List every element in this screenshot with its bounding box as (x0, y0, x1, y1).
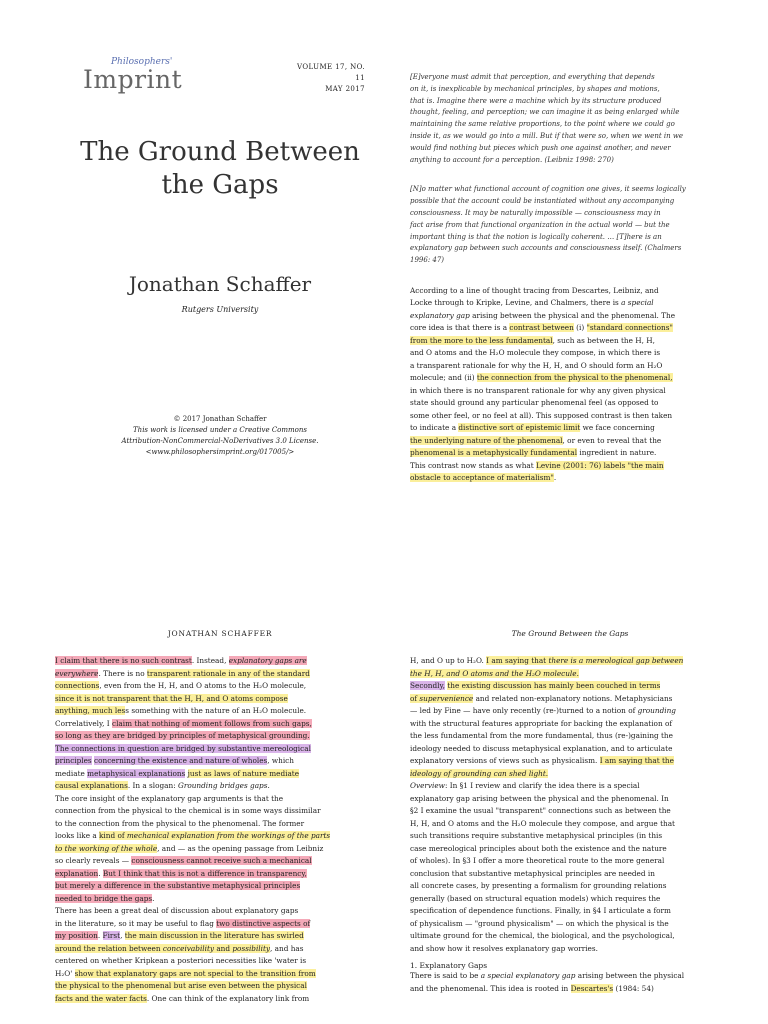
text-line (55, 980, 385, 993)
text-line (55, 730, 385, 743)
epigraph-chalmers (410, 184, 730, 267)
text-line (410, 780, 730, 793)
text-span: (1984: 54) (613, 983, 654, 993)
text-line (410, 930, 730, 943)
text-line (55, 655, 385, 668)
highlighted-text: my position (55, 931, 98, 940)
text-line (410, 322, 730, 335)
text-line (410, 730, 730, 743)
highlighted-text: distinctive sort of epistemic limit (458, 423, 581, 433)
highlighted-text: anything, much les (55, 706, 126, 715)
text-span: , and has (270, 943, 304, 953)
intro-paragraph (410, 285, 730, 485)
highlighted-text: But I think that this is not a difference in transparency, (102, 868, 307, 878)
text-line (410, 768, 730, 781)
running-head-title: The Ground Between the Gaps (511, 629, 629, 638)
highlighted-text: just as laws of nature mediate (187, 768, 300, 778)
text-span: ideology needed to discuss metaphysical explanation, and to articulate (410, 743, 673, 753)
text-span: , such as between the H, H, (552, 335, 655, 345)
text-span: arising between the physical (575, 971, 685, 980)
volume-number: VOLUME 17, NO. 11 (297, 63, 365, 82)
text-line (410, 472, 730, 485)
highlighted-text: transparent rationale in any of the standard (146, 668, 310, 678)
text-span: . In a slogan: (127, 781, 179, 790)
text-line (410, 793, 730, 806)
text-line (55, 718, 385, 731)
highlighted-text: ideology of grounding can shed light (410, 768, 546, 778)
author-affiliation: Rutgers University (181, 305, 259, 314)
highlighted-text: supervenience (419, 693, 474, 703)
highlighted-text: from the more to the less fundamental (410, 335, 553, 345)
running-head-author: JONATHAN SCHAFFER (167, 629, 273, 638)
text-line: important thing is that the notion is logically coherent. … [T]here is an (410, 232, 662, 241)
license-url[interactable]: <www.philosophersimprint.org/017005/> (145, 448, 295, 456)
highlighted-text: I am saying that (486, 656, 549, 665)
text-line (410, 855, 730, 868)
text-span: Overview (410, 781, 445, 790)
text-line (410, 805, 730, 818)
highlighted-text: so long as they are bridged by principles of metaphysical grounding. (55, 731, 310, 740)
text-line (55, 955, 385, 968)
text-line (55, 680, 385, 693)
logo-big-text: Imprint (83, 65, 183, 94)
highlighted-text: Descartes's (570, 983, 614, 993)
text-line (410, 422, 730, 435)
text-line (410, 347, 730, 360)
text-span: such transitions require substantive metaphysical principles (in this (410, 831, 663, 840)
highlighted-text: causal explanations (55, 781, 128, 790)
text-line (410, 435, 730, 448)
text-line (410, 297, 730, 310)
highlighted-text: phenomenal is a metaphysically fundamental (410, 448, 578, 458)
text-line (55, 805, 385, 818)
text-span: in the literature, so it may be useful to flag (55, 918, 217, 928)
text-span: mediate (55, 768, 88, 778)
title-line-1: The Ground Between (80, 137, 360, 167)
highlighted-text: mechanical explanation from the workings of the parts (126, 831, 331, 840)
section-text (410, 970, 730, 995)
text-line (55, 843, 385, 856)
text-line (410, 943, 730, 956)
highlighted-text: First (102, 931, 121, 940)
text-span: in which there is no transparent rationale for why any given physical (410, 385, 666, 395)
highlighted-text: the H, H, and O atoms and the H₂O molecule (410, 668, 577, 678)
section-heading: 1. Explanatory Gaps (410, 961, 488, 970)
text-line (410, 410, 730, 423)
copyright-line: © 2017 Jonathan Schaffer (173, 415, 267, 423)
highlighted-text: Secondly, (410, 681, 445, 690)
text-line (55, 880, 385, 893)
license-line: Attribution-NonCommercial-NoDerivatives 3.0 License. (121, 437, 319, 445)
highlighted-text: needed to bridge the gaps (55, 893, 153, 903)
text-span: to indicate a (410, 423, 459, 433)
text-line (55, 993, 385, 1006)
text-span: conclusion that substantive metaphysical principles are needed in (410, 868, 655, 878)
text-line (55, 868, 385, 881)
text-line (410, 755, 730, 768)
text-span: we face concerning (580, 423, 655, 433)
text-line (55, 780, 385, 793)
text-span: case mereological principles about both the existence and the nature (410, 843, 667, 853)
text-line (410, 905, 730, 918)
text-span: , (120, 931, 125, 940)
text-line: possible that the account could be instantiated without any accompanying (410, 197, 675, 206)
highlighted-text: metaphysical explanations (87, 768, 186, 778)
text-span: to the connection from the physical to the phenomenal. The former (55, 818, 305, 828)
highlighted-text: explanation (55, 868, 99, 878)
text-span: . (553, 473, 557, 483)
text-span: grounding (637, 706, 676, 715)
highlighted-text: concerning the existence and nature of wholes (94, 756, 268, 765)
highlighted-text: "standard connections" (586, 323, 673, 333)
issue-date: MAY 2017 (325, 85, 365, 93)
text-line (55, 968, 385, 981)
text-span: According to a line of thought tracing from Descartes, Leibniz, and (410, 285, 659, 295)
highlighted-text: to the working of the whole (55, 843, 158, 853)
paper-title (55, 136, 385, 202)
text-line (55, 705, 385, 718)
text-span: ultimate ground for the chemical, the biological, and the psychological, (410, 931, 675, 940)
text-span: The core insight of the explanatory gap arguments is that the (55, 793, 284, 803)
text-span: : In §1 I review and clarify the idea there is a special (444, 781, 640, 790)
text-span: some other feel, or no feel at all). This supposed contrast is then taken (410, 410, 673, 420)
text-line (410, 360, 730, 373)
highlighted-text: but merely a difference in the substantive metaphysical principles (55, 881, 301, 890)
highlighted-text: everywhere (55, 668, 99, 678)
text-line (410, 970, 730, 983)
abstract-column (410, 72, 730, 485)
text-line (55, 768, 385, 781)
text-span: There is said to be (410, 971, 481, 980)
text-span: . (98, 868, 103, 878)
text-span: H, H, and O atoms and the H₂O molecule they compose, and argue that (410, 818, 675, 828)
text-span: explanatory versions of views such as physicalism. (410, 756, 600, 765)
highlighted-text: the existing discussion has mainly been couched in terms (447, 681, 661, 690)
highlighted-text: since it is not transparent that the H, H, and O atoms compose (55, 693, 288, 703)
text-span: connection from the physical to the chemical is in some ways dissimilar (55, 806, 321, 815)
text-span: , or even to reveal that the (562, 435, 662, 445)
text-span: of physicalism — "ground physicalism" — on which the physical is the (410, 918, 669, 928)
text-line (410, 893, 730, 906)
page-two (0, 512, 768, 1024)
highlighted-text: the main discussion in the literature has swirled (124, 931, 304, 940)
text-line (410, 693, 730, 706)
text-span: . (97, 931, 103, 940)
text-span: s something with the nature of an H₂O molecule. (125, 706, 307, 715)
text-span: all concrete cases, by presenting a formalism for grounding relations (410, 881, 667, 890)
highlighted-text: the connection from the physical to the phenomenal, (476, 373, 673, 383)
text-span: — led by Fine — have only recently (re-)turned to a notion of (410, 706, 638, 715)
text-span: . Instead, (191, 656, 229, 665)
text-span: explanatory gap (410, 310, 470, 320)
text-span: with the structural features appropriate for backing the explanation of (410, 718, 673, 728)
text-line: explanatory gap between such accounts and consciousness itself. (Chalmers (410, 244, 682, 253)
text-line (55, 930, 385, 943)
text-line (55, 893, 385, 906)
text-span: . (152, 893, 155, 903)
text-line: inside it, as we would go into a mill. But if that were so, when we went in we (410, 131, 683, 140)
text-line: fact arise from that functional organization in the actual world — but the (410, 220, 670, 229)
text-line (55, 918, 385, 931)
text-line (410, 983, 730, 996)
text-line (55, 793, 385, 806)
highlighted-text: explanatory gaps are (228, 656, 307, 665)
text-line: [N]o matter what functional account of cognition one gives, it seems logically (410, 185, 686, 194)
text-span: Locke through to Kripke, Levine, and Chalmers, there is (410, 298, 622, 308)
text-span: core idea is that there is a (410, 323, 510, 333)
highlighted-text: of (410, 693, 420, 703)
text-span: arising between the physical and the phenomenal. The (469, 310, 676, 320)
text-line (410, 918, 730, 931)
text-line (410, 743, 730, 756)
text-span: centered on whether Kripkean a posteriori necessities like 'water is (55, 956, 307, 965)
text-span: a special explanatory gap (480, 971, 576, 980)
text-line (410, 843, 730, 856)
text-span: state should ground any particular phenomenal feel (as opposed to (410, 398, 659, 408)
highlighted-text: obstacle to acceptance of materialism" (410, 473, 554, 483)
highlighted-text: consciousness cannot receive such a mechanical (131, 856, 312, 865)
text-span: . One can think of the explanatory link from (146, 993, 310, 1003)
text-span: H₂O' (55, 968, 75, 978)
text-line (55, 855, 385, 868)
license-block (55, 414, 385, 458)
text-span: ingredient in nature. (577, 448, 657, 458)
text-span: There has been a great deal of discussion about explanatory gaps (55, 906, 299, 915)
highlighted-text: around the relation between (55, 943, 163, 953)
highlighted-text: Levine (2001: 76) labels "the main (536, 460, 664, 470)
highlighted-text: . (545, 768, 549, 778)
text-span: and O atoms and the H₂O molecule they compose, in which there is (410, 348, 661, 358)
logo-small-text: Philosophers' (111, 57, 173, 67)
text-span: Correlatively, I (55, 718, 112, 728)
page-two-left-column (55, 655, 385, 1005)
text-line (410, 372, 730, 385)
text-line: [E]veryone must admit that perception, and everything that depends (410, 73, 655, 81)
text-span: and show how it resolves explanatory gap worries. (410, 943, 598, 953)
text-line (410, 705, 730, 718)
text-line (55, 743, 385, 756)
text-span: §2 I examine the usual "transparent" connections such as between the (410, 806, 671, 815)
text-span: a special (621, 298, 654, 308)
text-span: , which (267, 756, 294, 765)
highlighted-text: the underlying nature of the phenomenal (410, 435, 563, 445)
text-line (410, 335, 730, 348)
highlighted-text: there is a mereological gap between (548, 656, 684, 665)
highlighted-text: . (576, 668, 579, 678)
text-span: H, and O up to H₂O. (410, 656, 487, 665)
text-span: the less fundamental from the more fundamental, thus (re-)gaining the (410, 731, 673, 740)
text-line (410, 818, 730, 831)
highlighted-text: conceivability (162, 943, 215, 953)
text-line: consciousness. It may be naturally impossible — consciousness may in (410, 208, 661, 217)
highlighted-text: claim that nothing of moment follows from such gaps, (112, 718, 312, 728)
text-line (55, 668, 385, 681)
text-line (55, 755, 385, 768)
text-line (410, 460, 730, 473)
text-line (410, 310, 730, 323)
text-line (410, 880, 730, 893)
text-span: of wholes). In §3 I offer a more theoretical route to the more general (410, 856, 665, 865)
text-span: This contrast now stands as what (410, 460, 536, 470)
text-line: that is. Imagine there were a machine which by its structure produced (410, 96, 662, 105)
page-two-right-column (410, 655, 730, 995)
highlighted-text: principles (55, 756, 92, 765)
text-line (55, 905, 385, 918)
text-span: and related non-explanatory notions. Metaphysicians (473, 693, 673, 703)
text-line (410, 868, 730, 881)
text-span: Grounding bridges gaps (178, 781, 268, 790)
highlighted-text: two distinctive aspects of (216, 918, 311, 928)
issue-info (287, 62, 365, 95)
highlighted-text: possibility (232, 943, 271, 953)
epigraph-leibniz (410, 72, 730, 166)
highlighted-text: I am saying that the (599, 756, 674, 765)
text-span: explanatory gap arising between the physical and the phenomenal. In (410, 793, 669, 803)
text-line: 1996: 47) (410, 256, 445, 265)
title-line-2: the Gaps (161, 170, 279, 200)
text-line (55, 943, 385, 956)
text-line (55, 818, 385, 831)
text-line (410, 655, 730, 668)
text-line (410, 680, 730, 693)
text-line: would find nothing but pieces which push one against another, and never (410, 143, 671, 152)
text-span: (i) (573, 323, 587, 333)
text-line (410, 385, 730, 398)
highlighted-text: The connections in question are bridged by substantive mereological (55, 743, 311, 753)
text-line (410, 668, 730, 681)
text-line (410, 285, 730, 298)
text-span: , even from the H, H, and O atoms to the H₂O molecule, (99, 681, 307, 690)
text-span: looks like a (55, 831, 100, 840)
highlighted-text: kind of (99, 831, 127, 840)
text-line (410, 830, 730, 843)
highlighted-text: facts and the water facts (55, 993, 147, 1003)
text-line: anything to account for a perception. (Leibniz 1998: 270) (410, 155, 614, 164)
highlighted-text: contrast between (509, 323, 574, 333)
text-span: so clearly reveals — (55, 856, 132, 865)
text-line (55, 693, 385, 706)
highlighted-text: the physical to the phenomenal but arise even between the physical (55, 981, 307, 990)
overview-text (410, 655, 730, 955)
highlighted-text: and (214, 943, 233, 953)
highlighted-text: connections (55, 681, 100, 690)
highlighted-text: I claim that there is no such contrast (55, 656, 192, 665)
text-span: . There is no (98, 668, 147, 678)
text-span: molecule; and (ii) (410, 373, 477, 383)
text-line (55, 830, 385, 843)
text-span: a transparent rationale for why the H, H, and O should form an H₂O (410, 360, 663, 370)
text-line (410, 397, 730, 410)
text-span: generally (based on structural equation models) which requires the (410, 893, 661, 903)
author-name: Jonathan Schaffer (128, 272, 312, 296)
text-line (410, 447, 730, 460)
text-line (410, 718, 730, 731)
text-span: . (267, 781, 270, 790)
text-span: , and — as the opening passage from Leibniz (157, 843, 324, 853)
text-line: on it, is inexplicable by mechanical principles, by shapes and motions, (410, 84, 660, 93)
text-span: and the phenomenal. This idea is rooted in (410, 983, 571, 993)
text-span: specification of dependence functions. Finally, in §4 I articulate a form (410, 906, 671, 915)
text-line: thought, feeling, and perception; we can imagine it as being enlarged while (410, 108, 680, 117)
license-line: This work is licensed under a Creative Commons (133, 426, 307, 434)
highlighted-text: show that explanatory gaps are not special to the transition from (74, 968, 316, 978)
text-line: maintaining the same relative proportions, to the point where we could go (410, 120, 675, 129)
